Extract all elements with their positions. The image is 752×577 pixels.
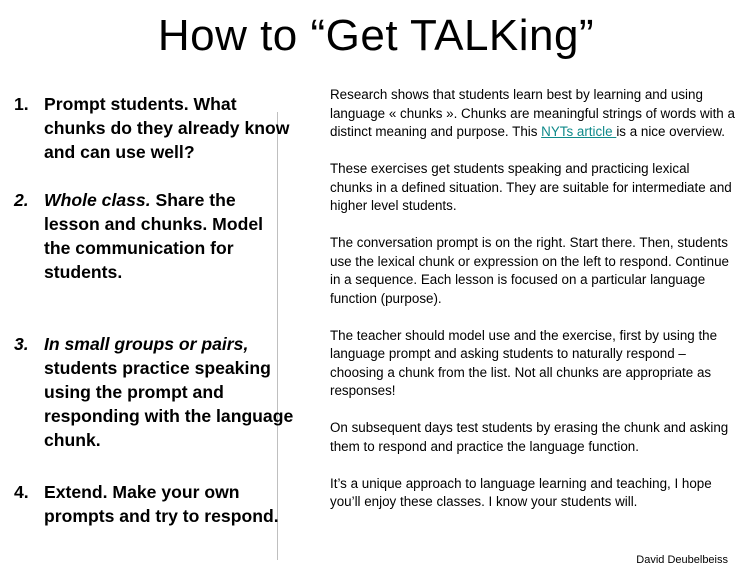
paragraph-research <box>330 86 735 142</box>
step-text: students practice speaking using the prompt and responding with the language chunk. <box>44 358 294 450</box>
step-number: 2. <box>14 190 29 210</box>
step-4 <box>14 480 294 528</box>
page-title: How to “Get TALKing” <box>157 11 595 60</box>
paragraph-exercises: These exercises get students speaking and practicing lexical chunks in a defined situation. They are suitable for intermediate and higher level students. <box>330 161 732 213</box>
step-number: 4. <box>14 482 29 502</box>
paragraph-text: Research shows that students learn best by learning and using language « chunks ». Chunks are meaningful strings of words with a distinct meaning and purpose. This <box>330 87 735 139</box>
paragraph-testing: On subsequent days test students by erasing the chunk and asking them to respond and practice the language function. <box>330 420 729 454</box>
step-lead: Whole class. <box>44 190 151 210</box>
step-text: Share the lesson and chunks. Model the communication for students. <box>44 190 263 282</box>
step-text: Prompt students. What chunks do they already know and can use well? <box>44 94 290 162</box>
step-number: 3. <box>14 334 29 354</box>
step-text: Extend. Make your own prompts and try to respond. <box>44 482 279 526</box>
step-3 <box>14 332 294 452</box>
step-number: 1. <box>14 94 29 114</box>
paragraph-teacher: The teacher should model use and the exercise, first by using the language prompt and asking students to naturally respond – choosing a chunk from the list. Not all chunks are appropriate as responses! <box>330 327 718 398</box>
step-lead: In small groups or pairs, <box>44 334 249 354</box>
paragraph-closing: It’s a unique approach to language learning and teaching, I hope you’ll enjoy these classes. I know your students will. <box>330 475 712 509</box>
author-name: David Deubelbeiss <box>636 554 728 566</box>
description-column <box>330 86 735 530</box>
paragraph-prompt: The conversation prompt is on the right. Start there. Then, students use the lexical chunk or expression on the left to respond. Continue in a sequence. Each lesson is focused on a particular language function (purpose). <box>330 235 729 306</box>
nyts-article-link[interactable]: NYTs article <box>541 124 617 139</box>
step-2 <box>14 188 294 284</box>
step-1 <box>14 92 294 164</box>
paragraph-text: is a nice overview. <box>616 124 725 139</box>
